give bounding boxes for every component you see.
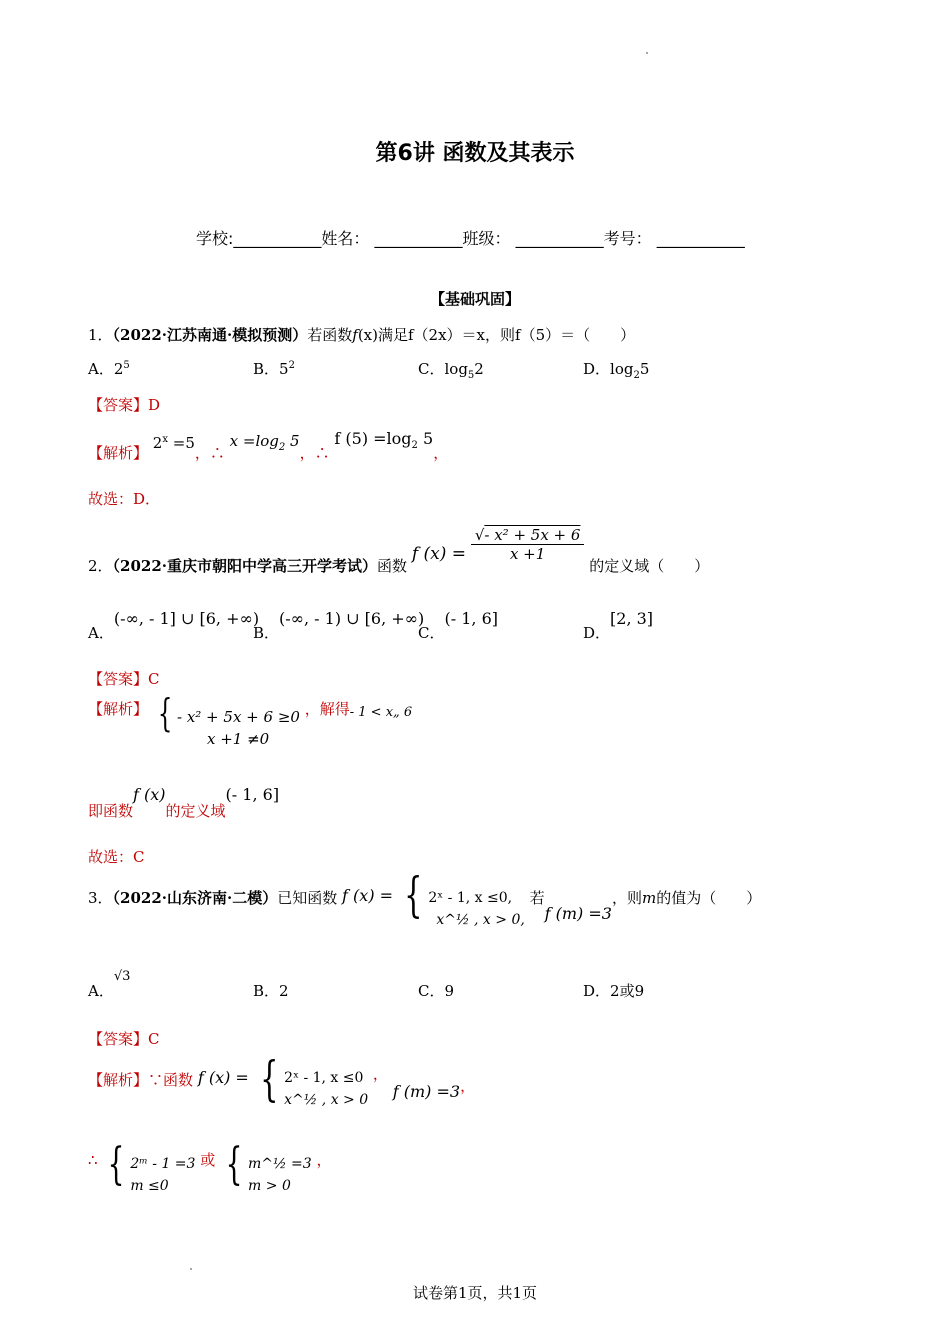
option-subscript: 5 [467,370,475,381]
header-fields [196,226,745,249]
stem-text: 若函数 [307,326,353,344]
analysis-text: ∵函数 [148,1071,194,1089]
option-value: (- 1, 6] [444,609,498,628]
math-text: 5 [285,432,300,450]
option-d[interactable] [583,358,649,381]
option-a[interactable] [88,358,130,379]
answer-label: 【答案】 [88,396,149,414]
option-value: (-∞, - 1] ∪ [6, +∞) [113,609,260,628]
punctuation: ， [433,444,449,462]
question-2-stem [88,520,710,575]
left-brace: { [107,1139,125,1190]
analysis-math [229,432,300,453]
option-label: C． [418,624,445,642]
domain-line [88,784,279,818]
analysis-line [88,428,449,462]
option-label: D． [583,982,611,1000]
option-value: [2, 3] [610,609,654,628]
option-c[interactable] [418,608,498,642]
stem-text: (x)满足 [357,326,408,344]
condition-expression: f (m) =3 [392,1082,461,1101]
name-blank[interactable]: ___________ [374,229,463,248]
math-exponent: x [162,434,168,445]
question-source: （2022·山东济南·二模） [112,889,278,907]
analysis-line [88,691,413,750]
analysis-text: ，解得 [304,700,350,718]
number-label: 考号： [603,229,652,248]
page-title: 第6讲 函数及其表示 [375,141,575,166]
math-subscript: 2 [411,440,418,452]
analysis-label: 【解析】 [88,444,149,462]
option-value: log [444,360,468,378]
punctuation: ， [372,1065,388,1083]
question-source: （2022·重庆市朝阳中学高三开学考试） [112,556,378,575]
function-expression: f (x) [133,785,166,804]
question-number: 1． [88,326,113,344]
answer-label: 【答案】 [88,670,149,688]
school-label: 学校: [196,229,234,248]
analysis-math [334,429,434,452]
option-label: A． [88,624,114,642]
or-text: 或 [200,1151,216,1169]
radicand: - x² + 5x + 6 [484,526,581,544]
answer-value: C [148,1030,160,1048]
left-brace: { [225,1139,243,1190]
option-subscript: 2 [633,370,640,381]
question-source: （2022·江苏南通·模拟预测） [112,326,308,344]
math-text: 5 [417,429,434,448]
question-1-stem [88,324,635,345]
conclusion: 故选：C [88,848,145,866]
answer-label: 【答案】 [88,1030,149,1048]
option-value: 9 [444,982,455,1000]
option-label: A． [88,360,114,378]
option-label: B． [253,624,280,642]
equation-system [130,1153,195,1197]
option-value: log [610,360,634,378]
math-subscript: 2 [278,442,286,453]
option-c[interactable] [418,358,484,381]
condition-expression: f (m) =3 [544,904,612,923]
system-row: m ≤0 [130,1178,169,1194]
stem-text: 已知函数 [277,889,338,907]
punctuation: ， [316,1151,332,1169]
speck-mark [646,52,648,54]
option-label: C． [418,360,445,378]
math-text: f (5) =log [334,429,412,448]
option-exponent: 5 [123,360,130,371]
stem-text: f（5）＝（ ） [515,326,636,344]
option-label: C． [418,982,445,1000]
system-row: m^½ =3 [248,1156,312,1172]
case-analysis [88,1139,332,1197]
option-value: 2或9 [610,982,645,1000]
number-blank[interactable]: ___________ [656,229,745,248]
question-number: 3． [88,889,113,907]
option-c[interactable] [418,980,454,1001]
option-label: B． [253,360,280,378]
option-b[interactable] [253,980,289,1001]
question-number: 2． [88,556,113,575]
variable: m [641,889,657,907]
left-brace: { [259,1051,279,1107]
solution-range: - 1 < x„ 6 [349,705,413,720]
stem-function: f [352,326,358,344]
option-d[interactable] [583,608,654,642]
case-row: 2ˣ - 1, x ≤0 [284,1070,364,1086]
option-b[interactable] [253,608,425,642]
option-a[interactable] [88,964,130,998]
class-label: 班级： [462,229,511,248]
stem-text: 的定义域（ ） [589,556,710,575]
function-expression: f (x) = [342,886,394,905]
math-text: =5 [167,434,195,452]
equation-system [177,706,300,750]
option-b[interactable] [253,358,295,379]
option-label: D． [583,624,611,642]
case-row: x^½ , x > 0, [436,912,525,928]
option-d[interactable] [583,980,644,1001]
option-label: D． [583,360,611,378]
case-row: 2ˣ - 1, x ≤0, [428,890,513,906]
stem-text: 函数 [377,556,408,575]
fraction-numerator: √- x² + 5x + 6 [471,526,585,545]
option-exponent: 2 [288,360,295,371]
analysis-line [88,1051,476,1111]
system-row: x +1 ≠0 [206,730,270,748]
left-brace: { [157,691,173,735]
stem-text: ，则 [611,889,642,907]
therefore-sign: ∴ [88,1151,98,1169]
system-row: m > 0 [248,1178,291,1194]
option-a[interactable] [88,608,260,642]
conclusion: 故选：D． [88,490,161,508]
answer-value: D [148,396,161,414]
stem-text: f（2x）＝x，则 [408,326,516,344]
page-footer: 试卷第1页，共1页 [412,1284,538,1302]
therefore-sign: ，∴ [194,444,225,462]
fraction [471,526,585,563]
option-label: A． [88,982,114,1000]
name-label: 姓名： [321,229,370,248]
option-value: 5 [639,360,650,378]
analysis-math [153,434,195,452]
stem-text: 的值为（ ） [656,889,762,907]
answer-value: C [148,670,160,688]
analysis-text: 的定义域 [165,802,226,820]
option-value: 2 [113,360,124,378]
answer-line [88,668,160,689]
therefore-sign: ，∴ [299,444,330,462]
function-expression: f (x) = [411,543,467,564]
speck-mark [190,1268,192,1270]
fraction-denominator: x +1 [509,545,546,563]
school-blank[interactable]: ___________ [233,229,322,248]
analysis-label: 【解析】 [88,700,149,718]
math-text: x =log [229,432,279,450]
punctuation: ， [460,1077,476,1095]
case-row: x^½ , x > 0 [284,1092,369,1108]
equation-system [248,1153,312,1197]
stem-text: 若 [529,889,545,907]
option-value: 2 [279,982,289,1000]
system-row: - x² + 5x + 6 ≥0 [176,708,300,726]
analysis-label: 【解析】 [88,1071,149,1089]
system-row: 2ᵐ - 1 =3 [130,1156,196,1172]
option-value: 5 [279,360,289,378]
left-brace: { [403,867,423,923]
answer-line [88,394,160,415]
question-3-stem [88,867,762,931]
section-heading: 【基础巩固】 [429,290,520,308]
analysis-text: 即函数 [88,802,134,820]
option-value: √3 [113,969,131,984]
piecewise-cases [284,1067,368,1111]
piecewise-cases [428,887,524,931]
domain-value: (- 1, 6] [225,785,280,804]
option-label: B． [253,982,280,1000]
option-value: 2 [474,360,484,378]
function-expression: f (x) = [197,1068,249,1087]
answer-line [88,1028,160,1049]
option-value: (-∞, - 1) ∪ [6, +∞) [279,609,425,628]
class-blank[interactable]: ___________ [515,229,604,248]
math-base: 2 [152,434,163,452]
